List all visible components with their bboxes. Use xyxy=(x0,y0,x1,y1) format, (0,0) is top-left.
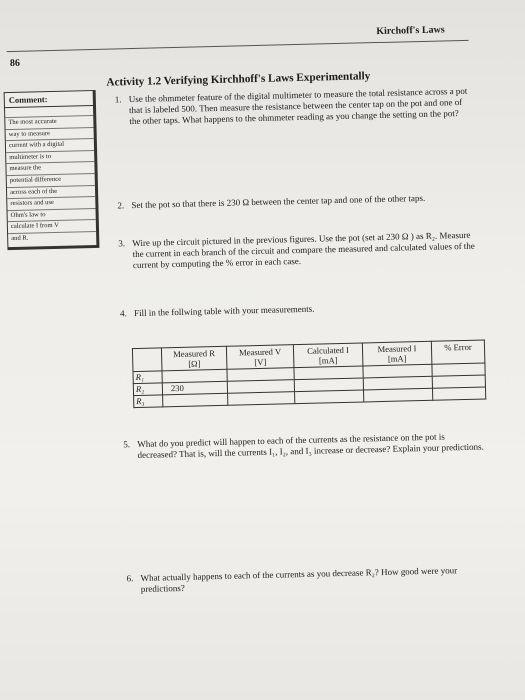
step-text: Set the pot so that there is 230 Ω between the center tap and one of the other taps. xyxy=(131,192,426,211)
header-divider xyxy=(7,40,469,52)
step-number: 6. xyxy=(126,573,134,584)
comment-heading: Comment: xyxy=(5,91,93,108)
comment-line: The most accurate xyxy=(5,115,93,129)
comment-line: way to measure xyxy=(6,127,94,141)
comment-line: and R. xyxy=(8,231,96,245)
error-cell xyxy=(432,387,485,400)
step-text: Wire up the circuit pictured in the previous figures. Use the pot (set at 230 Ω ) as R₂. Measure the current in each branch of the circuit and compare the measured and calculated values of the current by computing the % error in each case. xyxy=(132,229,475,271)
measurements-table xyxy=(132,340,486,409)
comment-line: Ohm's law to xyxy=(8,208,96,222)
header-cell-calculated-i: Calculated I [mA] xyxy=(293,343,363,368)
comment-line: current with a digital xyxy=(6,138,94,152)
comment-line: calculate I from V xyxy=(8,219,96,233)
comment-body xyxy=(5,106,96,245)
page-number: 86 xyxy=(9,57,21,70)
step-number: 4. xyxy=(119,308,127,319)
activity-title: Activity 1.2 Verifying Kirchhoff's Laws Experimentally xyxy=(106,70,371,89)
running-header: Kirchoff's Laws xyxy=(376,24,445,38)
step-number: 5. xyxy=(123,439,131,450)
step-number: 1. xyxy=(114,94,122,105)
comment-line: resistors and use xyxy=(7,196,95,210)
step-number: 3. xyxy=(118,238,126,249)
step-text: What do you predict will happen to each of the currents as the resistance on the pot is decreased? That is, will the currents I₁, I₂, and I₃ increase or decrease? Explain your predictions. xyxy=(137,431,484,461)
step-6 xyxy=(126,564,488,595)
step-2 xyxy=(117,192,477,212)
step-3 xyxy=(118,230,479,272)
measured-r-cell: 230 xyxy=(162,381,227,395)
header-cell-measured-i: Measured I [mA] xyxy=(362,341,432,366)
measured-r-cell xyxy=(163,393,228,407)
step-number: 2. xyxy=(117,200,125,211)
measured-i-cell xyxy=(364,388,433,402)
step-text: What actually happens to each of the currents as you decrease R₂? How good were your predictions? xyxy=(140,565,458,595)
header-cell-measured-r: Measured R [Ω] xyxy=(161,346,227,371)
row-label: R₂ xyxy=(133,383,162,396)
comment-line: multimeter is to xyxy=(6,150,94,164)
comment-line: potential difference xyxy=(7,173,95,187)
step-5 xyxy=(123,431,485,462)
header-cell-measured-v: Measured V [V] xyxy=(226,345,294,370)
comment-sidebar xyxy=(4,90,100,250)
header-cell-percent-error: % Error xyxy=(431,340,485,364)
step-text: Fill in the follwing table with your measurements. xyxy=(133,303,315,319)
step-text: Use the ohmmeter feature of the digital multimeter to measure the total resistance across a pot that is labeled 500. Then measure the resistance between the center tap on the pot and one of the other taps. What happens to the ohmmeter reading as you change the setting on the pot? xyxy=(128,85,468,127)
row-label: R₃ xyxy=(134,395,163,408)
header-cell-label xyxy=(132,348,162,372)
calculated-i-cell xyxy=(295,390,364,404)
measured-v-cell xyxy=(228,392,295,406)
step-1 xyxy=(115,86,476,128)
comment-line: measure the xyxy=(6,161,94,175)
row-label: R₁ xyxy=(133,371,162,384)
step-4 xyxy=(120,300,480,320)
comment-line: across each of the xyxy=(7,185,95,199)
